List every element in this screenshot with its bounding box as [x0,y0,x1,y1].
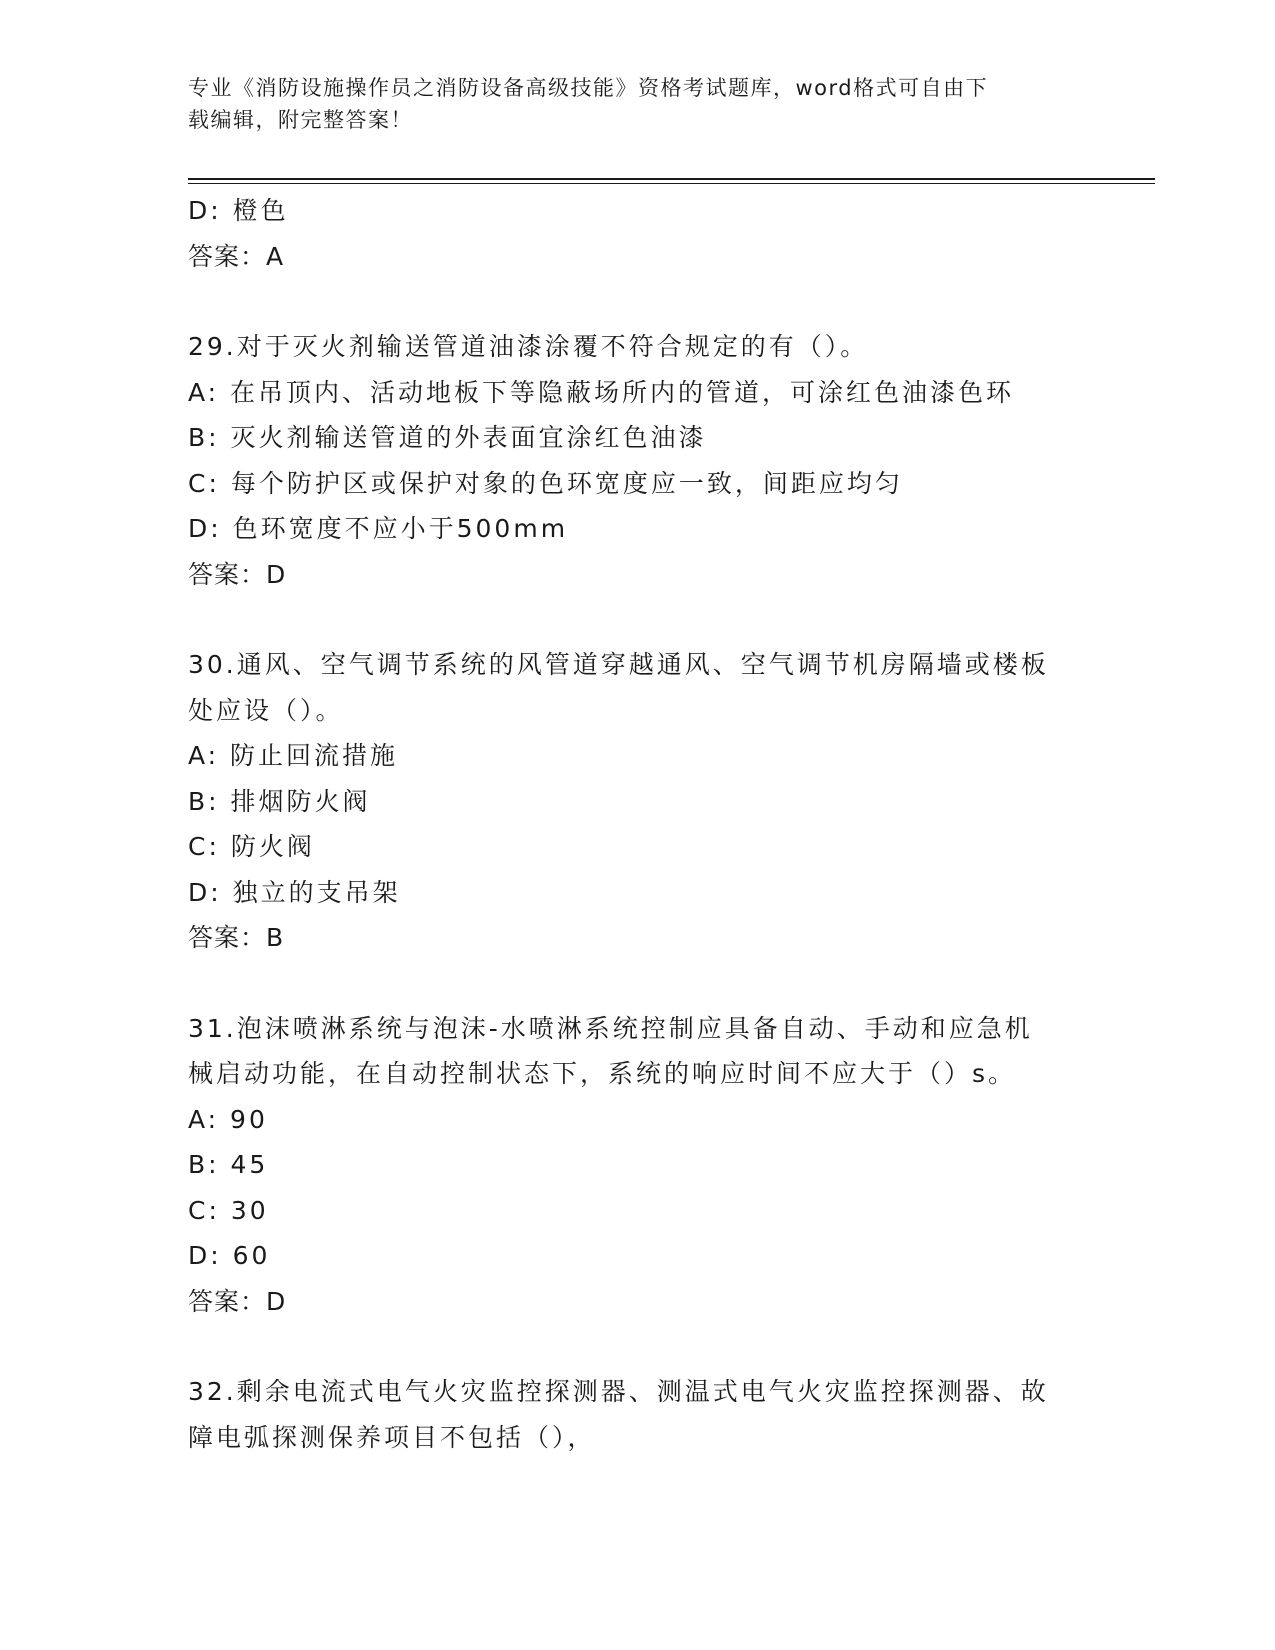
spacer [188,1324,1088,1369]
spacer [188,279,1088,324]
header-divider-thick [188,178,1155,180]
option-d: D: 独立的支吊架 [188,877,401,907]
question-32 [188,1369,1088,1460]
page-header [188,72,1088,136]
question-stem-line-1: 31.泡沫喷淋系统与泡沫-水喷淋系统控制应具备自动、手动和应急机 [188,1013,1033,1043]
option-c: C: 30 [188,1195,269,1225]
header-line-2: 载编辑，附完整答案！ [188,108,413,132]
option-a: A: 在吊顶内、活动地板下等隐蔽场所内的管道，可涂红色油漆色环 [188,377,1015,407]
answer-line: 答案：D [188,559,287,589]
spacer [188,961,1088,1006]
option-c: C: 防火阀 [188,832,315,861]
question-stem-line-2: 处应设（）。 [188,695,344,725]
option-b: B: 排烟防火阀 [188,786,371,816]
option-a: A: 防止回流措施 [188,741,399,770]
answer-line: 答案：A [188,241,285,271]
question-stem-line-1: 30.通风、空气调节系统的风管道穿越通风、空气调节机房隔墙或楼板 [188,650,1049,679]
header-divider-thin [188,183,1155,184]
question-31 [188,1006,1088,1325]
spacer [188,597,1088,642]
option-d: D: 60 [188,1241,271,1270]
option-c: C: 每个防护区或保护对象的色环宽度应一致，间距应均匀 [188,468,903,498]
answer-line: 答案：D [188,1286,287,1316]
header-line-1: 专业《消防设施操作员之消防设备高级技能》资格考试题库，word格式可自由下 [188,76,989,100]
option-b: B: 45 [188,1150,269,1179]
option-a: A: 90 [188,1104,268,1134]
option-d: D: 色环宽度不应小于500mm [188,514,569,543]
question-29 [188,324,1088,597]
option-b: B: 灭火剂输送管道的外表面宜涂红色油漆 [188,423,707,452]
option-d: D: 橙色 [188,196,289,225]
question-stem: 29.对于灭火剂输送管道油漆涂覆不符合规定的有（）。 [188,332,869,361]
question-30 [188,642,1088,961]
question-stem-line-1: 32.剩余电流式电气火灾监控探测器、测温式电气火灾监控探测器、故 [188,1377,1049,1406]
answer-line: 答案：B [188,923,285,952]
question-stem-line-2: 障电弧探测保养项目不包括（）， [188,1422,596,1452]
question-stem-line-2: 械启动功能，在自动控制状态下，系统的响应时间不应大于（）s。 [188,1059,1017,1088]
document-body [188,188,1088,1460]
question-28-tail [188,188,1088,279]
